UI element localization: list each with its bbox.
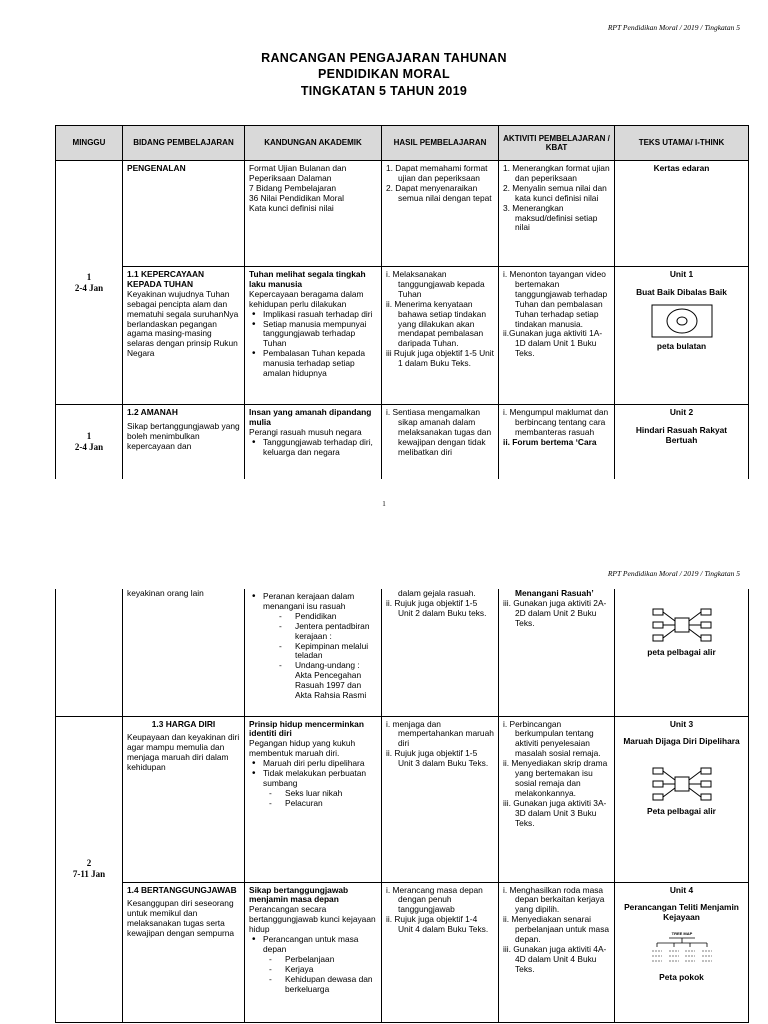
teks-cell: [615, 267, 749, 405]
header-hasil: HASIL PEMBELAJARAN: [382, 126, 499, 161]
week-cell: [56, 716, 123, 1022]
hasil-cell: [382, 716, 499, 882]
list-item: • Implikasi rasuah terhadap diri: [249, 310, 377, 320]
list-item: i. Melaksanakan tanggungjawab kepada Tuhan: [386, 269, 485, 299]
kandungan-cell: [245, 882, 382, 1022]
aktiviti-cell: [499, 405, 615, 479]
header-bidang: BIDANG PEMBELAJARAN: [123, 126, 245, 161]
multi-flow-map-icon: [619, 606, 744, 644]
unit-number: Unit 1: [669, 269, 694, 279]
bidang-cell: [123, 589, 245, 716]
list-item: ii. Rujuk juga objektif 1-5 Unit 3 dalam Buku Teks.: [386, 748, 489, 769]
kandungan-cell: [245, 161, 382, 267]
table-row: [56, 161, 749, 267]
list-item: dalam gejala rasuah.: [398, 588, 476, 598]
list-item: ii. Rujuk juga objektif 1-4 Unit 4 dalam Buku Teks.: [386, 914, 489, 935]
bidang-cell: [123, 267, 245, 405]
list-item: iii. Gunakan juga aktiviti 2A-2D dalam Unit 2 Buku Teks.: [503, 597, 607, 628]
list-item: • Setiap manusia mempunyai tanggungjawab terhadap Tuhan: [249, 320, 377, 350]
aktiviti-cell: [499, 589, 615, 716]
circle-map-icon: [619, 304, 744, 338]
bidang-cell: [123, 161, 245, 267]
list-item: - Pendidikan: [277, 612, 377, 622]
unit-title: Buat Baik Dibalas Baik: [636, 286, 727, 297]
list-item: - Kehidupan dewasa dan berkeluarga: [267, 975, 377, 995]
bidang-desc: keyakinan orang lain: [127, 588, 204, 598]
week-date: 2-4 Jan: [74, 441, 104, 452]
kandungan-desc: Kepercayaan beragama dalam kehidupan perlu dilakukan: [249, 288, 364, 309]
kandungan-title: Tuhan melihat segala tingkah laku manusia: [249, 269, 366, 289]
list-item: ii. Menyediakan skrip drama yang bertemakan isu sosial remaja dan melakonkannya.: [503, 758, 608, 798]
table-row: [56, 267, 749, 405]
aktiviti-cell: [499, 161, 615, 267]
list-item: • Tidak melakukan perbuatan sumbang: [249, 769, 377, 789]
bidang-title: 1.2 AMANAH: [127, 407, 178, 417]
bidang-desc: Sikap bertanggungjawab yang boleh menimbulkan kepercayaan dan: [127, 420, 240, 451]
map-label: peta bulatan: [656, 340, 707, 351]
running-header: RPT Pendidikan Moral / 2019 / Tingkatan 5: [607, 569, 740, 578]
list-item: - Pelacuran: [267, 799, 377, 809]
bidang-title: PENGENALAN: [127, 163, 186, 173]
hasil-cell: [382, 589, 499, 716]
list-item: [249, 592, 377, 701]
page-number: 1: [382, 500, 386, 508]
bidang-cell: [123, 882, 245, 1022]
list-item: - Seks luar nikah: [267, 789, 377, 799]
header-minggu: MINGGU: [56, 126, 123, 161]
list-item: i. Mengumpul maklumat dan berbincang tentang cara membanteras rasuah: [503, 407, 609, 437]
bidang-cell: [123, 716, 245, 882]
list-item: i. Menghasilkan roda masa depan berkaitan kerjaya yang dipilih.: [503, 884, 605, 915]
unit-title: Hindari Rasuah Rakyat Bertuah: [635, 424, 728, 445]
week-date: 7-11 Jan: [72, 869, 106, 879]
list-item: - Undang-undang : Akta Pencegahan Rasuah 1997 dan Akta Rahsia Rasmi: [277, 661, 377, 701]
list-item: 2. Menyalin semua nilai dan kata kunci definisi nilai: [503, 182, 607, 203]
multi-flow-map-icon: [619, 765, 744, 803]
week-date: 2-4 Jan: [74, 282, 104, 293]
hasil-cell: [382, 161, 499, 267]
running-header: RPT Pendidikan Moral / 2019 / Tingkatan 5: [607, 23, 740, 32]
kandungan-cont-head: Peranan kerajaan dalam menangani isu rasuah: [263, 591, 355, 611]
list-item: 2. Dapat menyenaraikan semua nilai dengan tepat: [386, 182, 492, 203]
page-gap: [0, 525, 768, 560]
bidang-title: 1.3 HARGA DIRI: [151, 718, 216, 729]
list-item: i. Merancang masa depan dengan penuh tanggungjawab: [386, 884, 483, 915]
kandungan-title: Prinsip hidup mencerminkan identiti diri: [249, 718, 364, 739]
unit-number: Unit 4: [669, 884, 694, 895]
kandungan-cell: [245, 267, 382, 405]
list-item: iii. Gunakan juga aktiviti 3A-3D dalam Unit 3 Buku Teks.: [503, 797, 607, 828]
bidang-desc: Kesanggupan diri seseorang untuk memikul dan melaksanakan tugas serta kewajipan dengan sempurna: [127, 898, 235, 939]
week-cell: [56, 161, 123, 405]
list-item: • Maruah diri perlu dipelihara: [249, 759, 377, 769]
list-item: Format Ujian Bulanan dan Peperiksaan Dalaman: [249, 163, 347, 183]
unit-title: Perancangan Teliti Menjamin Kejayaan: [624, 902, 739, 923]
plan-table-page-2: [55, 589, 749, 1023]
list-item: ii. Menerima kenyataan bahawa setiap tindakan yang dilakukan akan mendapat pembalasan daripada Tuhan.: [386, 298, 487, 349]
title-line-2: PENDIDIKAN MORAL: [318, 67, 450, 82]
bidang-cell: [123, 405, 245, 479]
kandungan-desc: Perancangan secara bertanggungjawab kunci kejayaan hidup: [249, 904, 376, 935]
bidang-title: 1.4 BERTANGGUNGJAWAB: [127, 884, 237, 895]
header-teks: TEKS UTAMA/ I-THINK: [615, 126, 749, 161]
list-item: 1. Dapat memahami format ujian dan peperiksaan: [386, 163, 488, 183]
list-item: - Kerjaya: [267, 965, 377, 975]
title-line-1: RANCANGAN PENGAJARAN TAHUNAN: [261, 51, 507, 65]
unit-number: Unit 3: [669, 718, 694, 729]
aktiviti-cell: [499, 267, 615, 405]
header-kandungan: KANDUNGAN AKADEMIK: [245, 126, 382, 161]
kandungan-cell: [245, 589, 382, 716]
kandungan-cell: [245, 405, 382, 479]
document-title: [0, 50, 768, 99]
week-cell: [56, 405, 123, 479]
bidang-title: 1.1 KEPERCAYAAN KEPADA TUHAN: [127, 269, 205, 289]
bidang-desc: Keupayaan dan keyakinan diri agar mampu memulia dan menjaga maruah diri dalam kehidupan: [127, 732, 240, 773]
table-row: [56, 716, 749, 882]
list-item: ii. Forum bertema ‘Cara: [503, 436, 597, 447]
bidang-desc: Keyakinan wujudnya Tuhan sebagai pencipta alam dan mematuhi segala suruhanNya berlandaskan pegangan agama masing-masing selaras dengan prinsip Rukun Negara: [127, 288, 239, 359]
list-item: • Tanggungjawab terhadap diri, keluarga dan negara: [249, 438, 377, 458]
kandungan-title: Insan yang amanah dipandang mulia: [249, 407, 372, 427]
list-item: • Perancangan untuk masa depan: [249, 935, 377, 955]
list-item: Kata kunci definisi nilai: [249, 202, 334, 213]
list-item: - Perbelanjaan: [267, 955, 377, 965]
week-number: 1: [86, 431, 92, 442]
teks-label: Kertas edaran: [653, 163, 710, 173]
week-number: 1: [86, 271, 92, 282]
list-item: ii.Gunakan juga aktiviti 1A-1D dalam Unit 1 Buku Teks.: [503, 328, 603, 359]
title-line-3: TINGKATAN 5 TAHUN 2019: [300, 83, 468, 98]
list-item: i. Perbincangan berkumpulan tentang aktiviti penyelesaian masalah sosial remaja.: [503, 718, 601, 759]
map-label: Peta pokok: [659, 972, 704, 983]
tree-map-caption: TREE MAP: [671, 931, 692, 937]
header-aktiviti: AKTIVITI PEMBELAJARAN / KBAT: [499, 126, 615, 161]
aktiviti-cell: [499, 716, 615, 882]
kandungan-desc: Pegangan hidup yang kukuh membentuk maruah diri.: [249, 738, 356, 759]
list-item: - Kepimpinan melalui teladan: [277, 642, 377, 662]
hasil-cell: [382, 882, 499, 1022]
list-item: i. Sentiasa mengamalkan sikap amanah dalam melaksanakan tugas dan kewajipan dengan tidak melibatkan diri: [386, 407, 492, 457]
list-item: i. Menonton tayangan video bertemakan tanggungjawab terhadap Tuhan dan pembalasan Tuhan terhadap setiap tindakan manusia.: [503, 269, 608, 329]
week-cell: [56, 589, 123, 716]
map-label: peta pelbagai alir: [647, 647, 716, 657]
map-label: Peta pelbagai alir: [647, 806, 716, 817]
table-row: [56, 589, 749, 716]
list-item: 1. Menerangkan format ujian dan peperiksaan: [503, 163, 610, 183]
list-item: Menangani Rasuah’: [515, 588, 594, 598]
aktiviti-cell: [499, 882, 615, 1022]
teks-cell: [615, 716, 749, 882]
list-item: iii. Gunakan juga aktiviti 4A-4D dalam Unit 4 Buku Teks.: [503, 943, 607, 974]
list-item: ii. Menyediakan senarai perbelanjaan untuk masa depan.: [503, 914, 610, 945]
hasil-cell: [382, 405, 499, 479]
tree-map-icon: [619, 929, 744, 969]
kandungan-cell: [245, 716, 382, 882]
unit-title: Maruah Dijaga Diri Dipelihara: [623, 736, 740, 747]
page-2: [0, 560, 768, 1024]
list-item: 3. Menerangkan maksud/definisi setiap nilai: [503, 202, 598, 233]
list-item: 7 Bidang Pembelajaran: [249, 182, 337, 193]
list-item: • Pembalasan Tuhan kepada manusia terhadap setiap amalan hidupnya: [249, 349, 377, 379]
list-item: iii Rujuk juga objektif 1-5 Unit 1 dalam Buku Teks.: [386, 348, 494, 369]
table-row: [56, 405, 749, 479]
week-number: 2: [86, 858, 92, 869]
table-header-row: [56, 126, 749, 161]
list-item: i. menjaga dan mempertahankan maruah diri: [386, 718, 494, 749]
list-item: ii. Rujuk juga objektif 1-5 Unit 2 dalam Buku teks.: [386, 597, 487, 618]
table-row: [56, 882, 749, 1022]
list-item: 36 Nilai Pendidikan Moral: [249, 192, 344, 203]
kandungan-title: Sikap bertanggungjawab menjamin masa depan: [249, 884, 349, 905]
list-item: - Jentera pentadbiran kerajaan :: [277, 622, 377, 642]
teks-cell: [615, 882, 749, 1022]
plan-table-page-1: [55, 125, 749, 479]
kandungan-desc: Perangi rasuah musuh negara: [249, 426, 362, 437]
teks-cell: [615, 161, 749, 267]
teks-cell: [615, 405, 749, 479]
unit-number: Unit 2: [669, 407, 694, 417]
hasil-cell: [382, 267, 499, 405]
teks-cell: [615, 589, 749, 716]
